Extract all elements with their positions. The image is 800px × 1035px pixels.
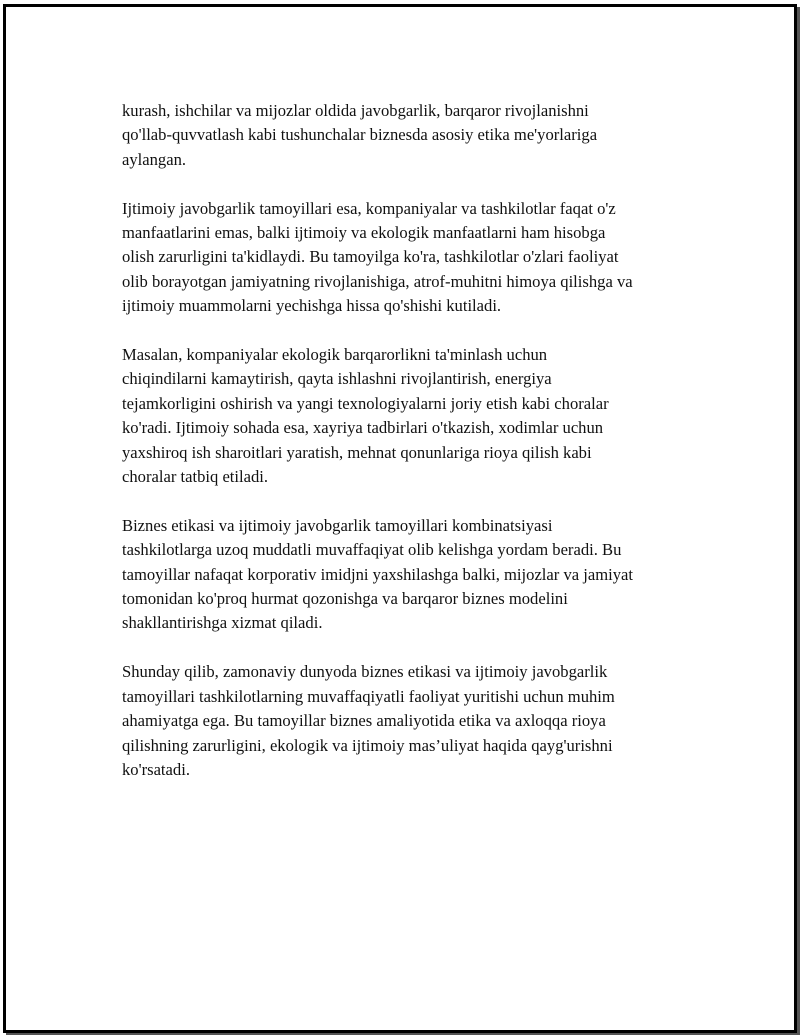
text-line: tejamkorligini oshirish va yangi texnologiyalarni joriy etish kabi choralar [122,393,609,413]
paragraph [122,99,702,172]
text-line: manfaatlarini emas, balki ijtimoiy va ekologik manfaatlarni ham hisobga [122,223,606,243]
text-line: ko'rsatadi. [122,759,190,779]
text-line: ko'radi. Ijtimoiy sohada esa, xayriya tadbirlari o'tkazish, xodimlar uchun [122,418,604,438]
paragraph [122,660,702,782]
text-line: tomonidan ko'proq hurmat qozonishga va barqaror biznes modelini [122,589,568,609]
text-line: Ijtimoiy javobgarlik tamoyillari esa, kompaniyalar va tashkilotlar faqat o'z [122,198,616,218]
text-line: Masalan, kompaniyalar ekologik barqarorlikni ta'minlash uchun [122,345,548,365]
text-line: chiqindilarni kamaytirish, qayta ishlashni rivojlantirish, energiya [122,369,552,389]
text-line: Shunday qilib, zamonaviy dunyoda biznes etikasi va ijtimoiy javobgarlik [122,662,608,682]
text-line: kurash, ishchilar va mijozlar oldida javobgarlik, barqaror rivojlanishni [122,101,589,120]
text-line: tamoyillari tashkilotlarning muvaffaqiyatli faoliyat yuritishi uchun muhim [122,686,615,706]
page-frame [3,4,797,1033]
text-line: choralar tatbiq etiladi. [122,467,269,487]
text-line: tamoyillar nafaqat korporativ imidjni yaxshilashga balki, mijozlar va jamiyat [122,564,634,584]
text-line: Biznes etikasi va ijtimoiy javobgarlik tamoyillari kombinatsiyasi [122,515,553,535]
text-line: tashkilotlarga uzoq muddatli muvaffaqiyat olib kelishga yordam beradi. Bu [122,540,622,560]
text-line: aylangan. [122,149,187,169]
paragraph [122,197,702,319]
text-line: shakllantirishga xizmat qiladi. [122,613,323,633]
text-line: yaxshiroq ish sharoitlari yaratish, mehnat qonunlariga rioya qilish kabi [122,442,592,462]
text-line: qilishning zarurligini, ekologik va ijtimoiy mas’uliyat haqida qayg'urishni [122,735,613,755]
text-line: ijtimoiy muammolarni yechishga hissa qo'shishi kutiladi. [122,296,502,316]
document-body [122,99,702,807]
text-line: qo'llab-quvvatlash kabi tushunchalar biznesda asosiy etika me'yorlariga [122,125,598,145]
text-line: olish zarurligini ta'kidlaydi. Bu tamoyilga ko'ra, tashkilotlar o'zlari faoliyat [122,247,619,267]
paragraph [122,343,702,489]
text-line: ahamiyatga ega. Bu tamoyillar biznes amaliyotida etika va axloqqa rioya [122,711,606,731]
text-line: olib borayotgan jamiyatning rivojlanishiga, atrof-muhitni himoya qilishga va [122,271,633,291]
paragraph [122,514,702,636]
